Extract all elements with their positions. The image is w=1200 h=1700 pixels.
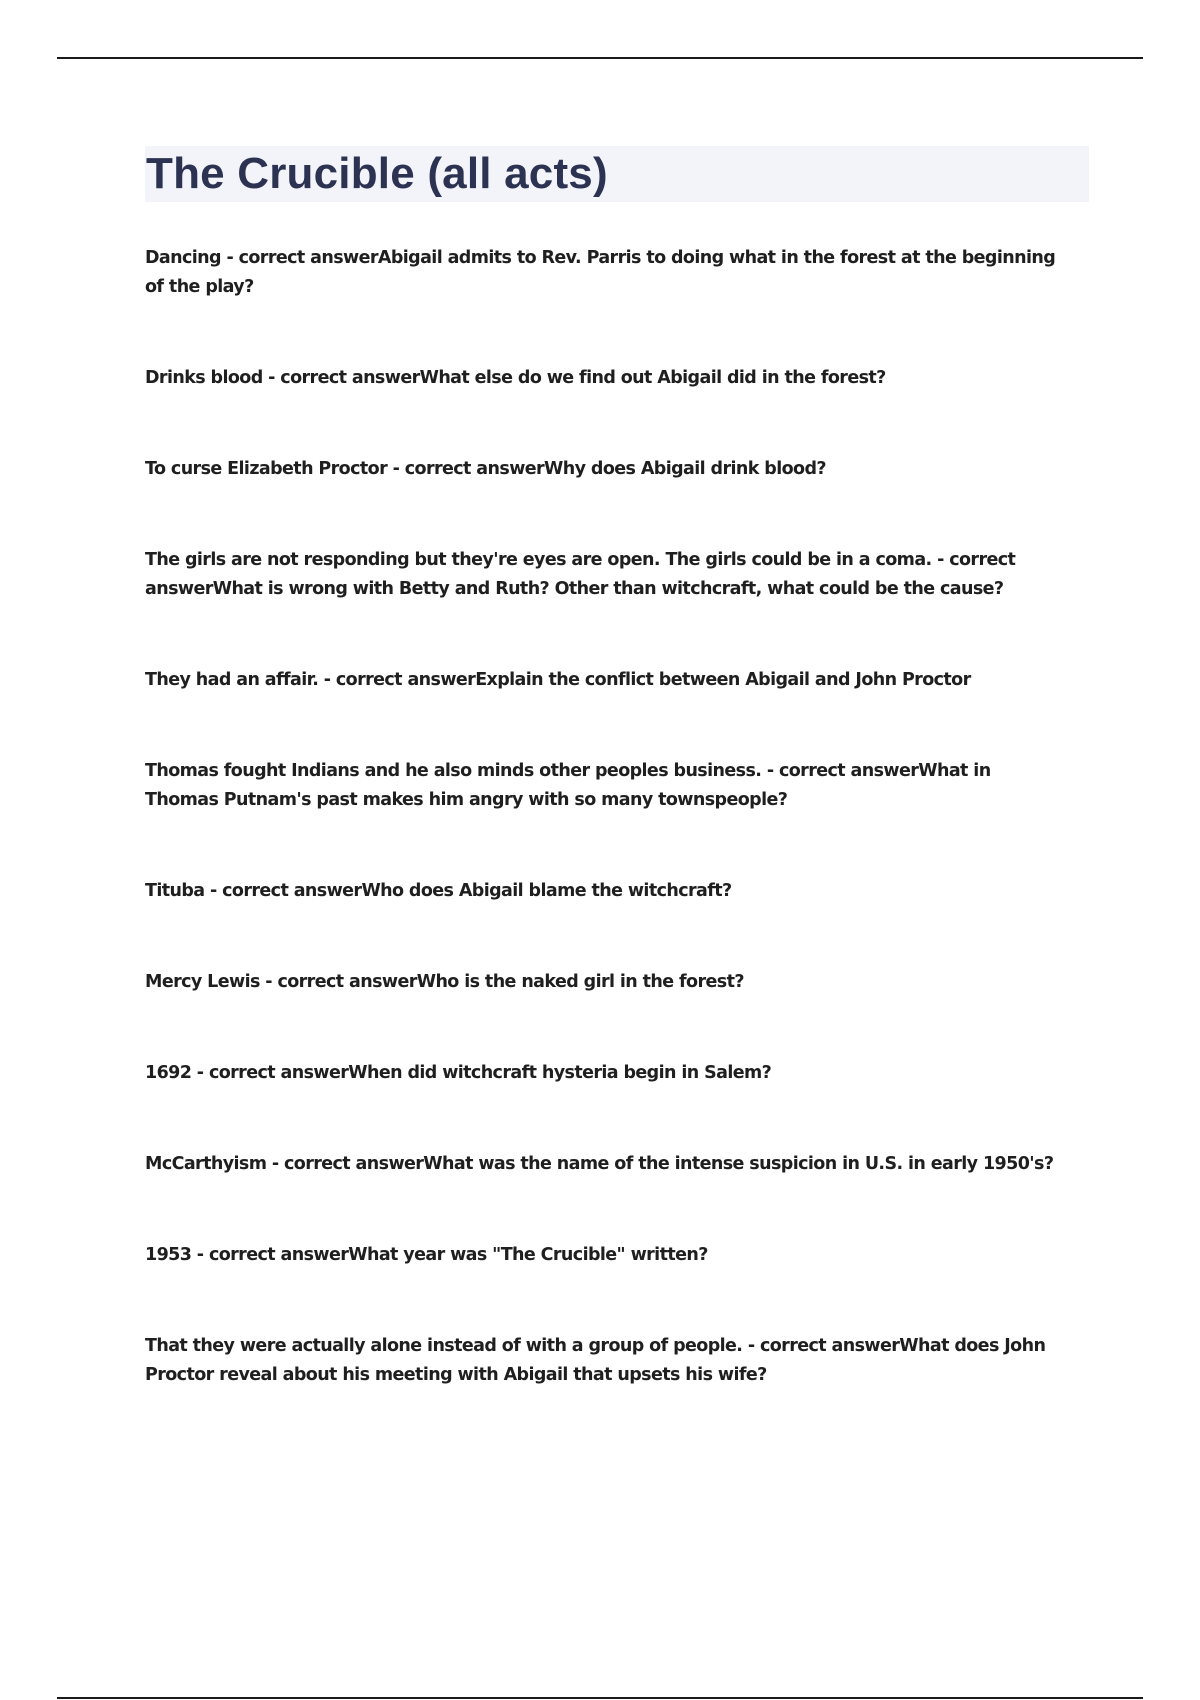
qa-item: Dancing - correct answerAbigail admits to Rev. Parris to doing what in the forest at the beginning of the play? [145,248,1056,297]
qa-item: Mercy Lewis - correct answerWho is the naked girl in the forest? [145,972,744,992]
qa-item: The girls are not responding but they're eyes are open. The girls could be in a coma. - correct answerWhat is wrong with Betty and Ruth? Other than witchcraft, what could be the cause? [145,550,1016,599]
qa-item: 1953 - correct answerWhat year was "The Crucible" written? [145,1245,708,1265]
qa-item: McCarthyism - correct answerWhat was the name of the intense suspicion in U.S. in early 1950's? [145,1154,1054,1174]
header-rule [57,57,1143,59]
qa-item: They had an affair. - correct answerExplain the conflict between Abigail and John Proctor [145,670,971,690]
qa-item: To curse Elizabeth Proctor - correct answerWhy does Abigail drink blood? [145,459,826,479]
qa-item: That they were actually alone instead of with a group of people. - correct answerWhat does John Proctor reveal about his meeting with Abigail that upsets his wife? [145,1336,1046,1385]
qa-item: Tituba - correct answerWho does Abigail blame the witchcraft? [145,881,732,901]
question-answer-list [145,244,1065,1452]
qa-item: Thomas fought Indians and he also minds other peoples business. - correct answerWhat in Thomas Putnam's past makes him angry with so many townspeople? [145,761,991,810]
document-title: The Crucible (all acts) [146,149,608,198]
footer-rule [57,1697,1143,1699]
qa-item: Drinks blood - correct answerWhat else do we find out Abigail did in the forest? [145,368,886,388]
qa-item: 1692 - correct answerWhen did witchcraft hysteria begin in Salem? [145,1063,772,1083]
